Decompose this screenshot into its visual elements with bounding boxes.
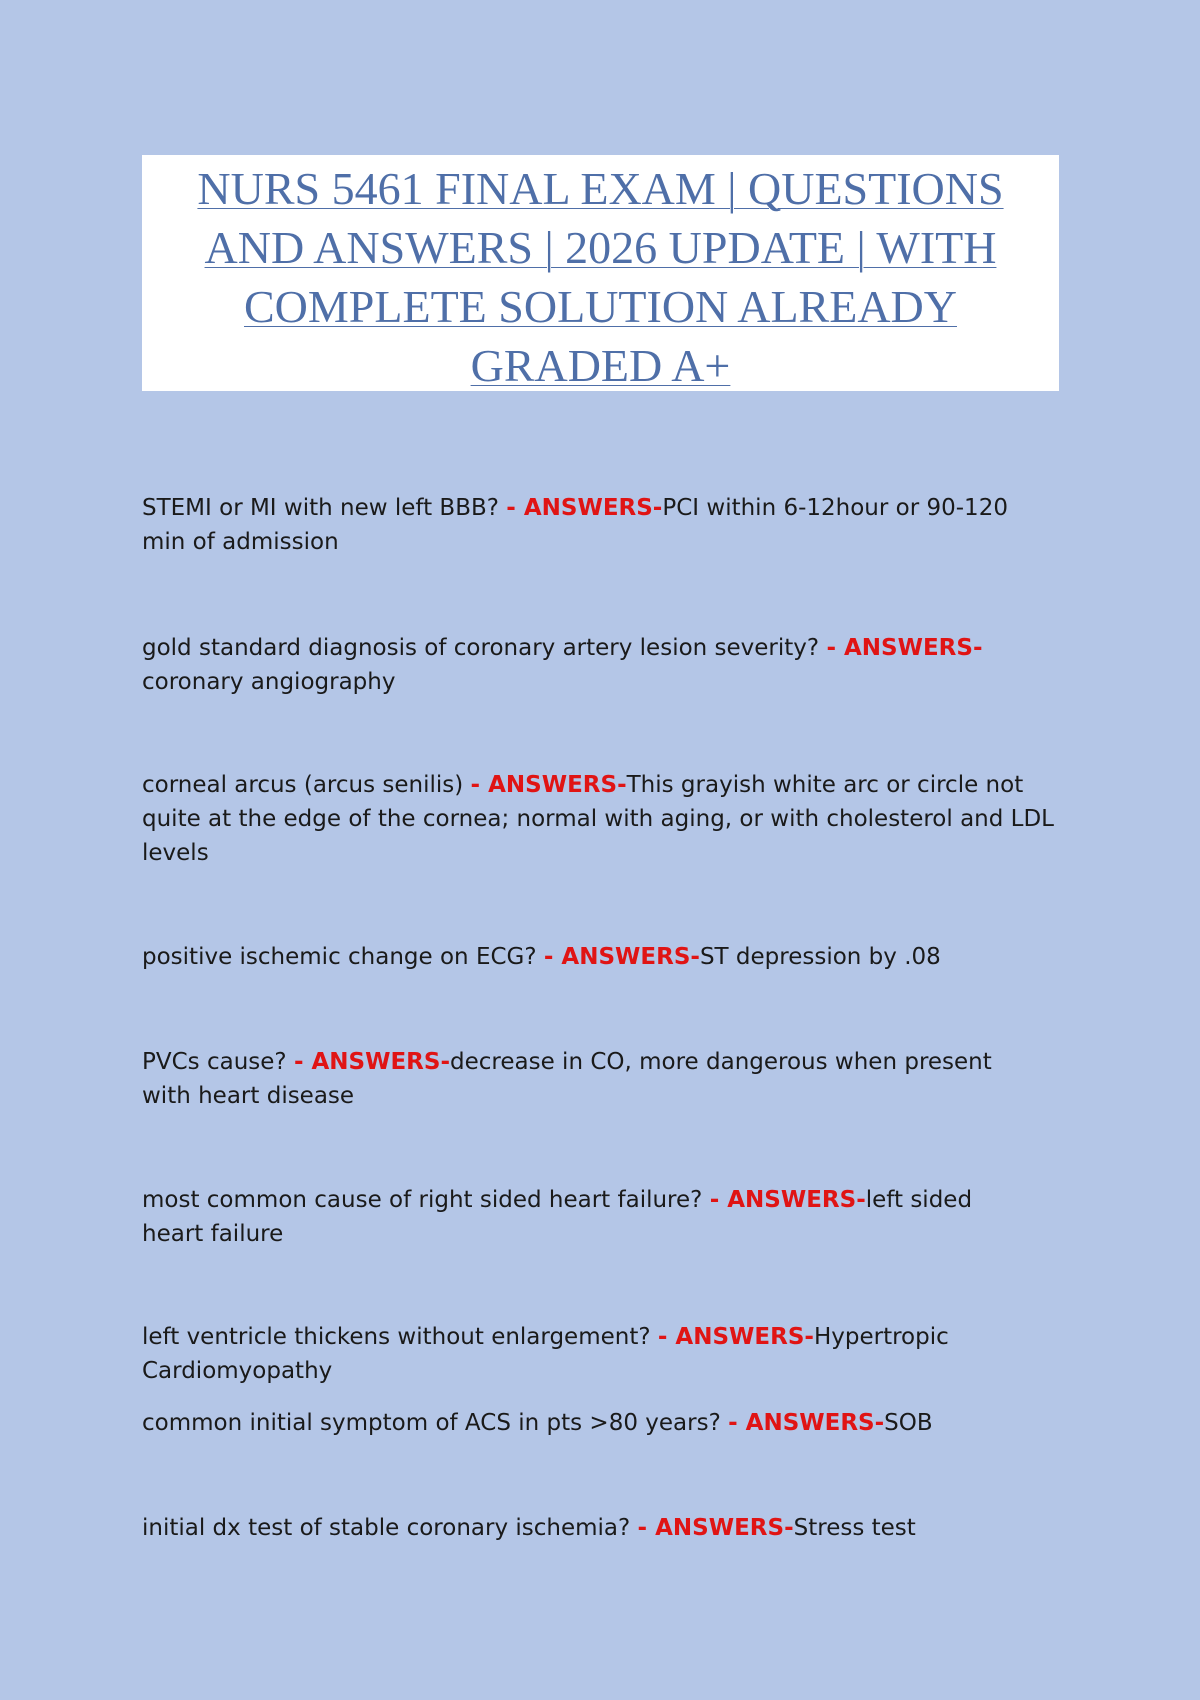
- answer-text-lead: PCI within 6-12hour or 90-120: [662, 495, 1008, 521]
- qa-item-5: [142, 1045, 1062, 1113]
- qa-item-1: [142, 491, 1062, 559]
- answer-marker: - ANSWERS-: [709, 1187, 866, 1213]
- qa-item-6: [142, 1183, 1062, 1251]
- answer-text-lead: This grayish white arc or circle not: [626, 772, 1024, 798]
- answer-marker: - ANSWERS-: [293, 1049, 451, 1075]
- answer-marker: - ANSWERS-: [506, 495, 663, 521]
- answer-marker: - ANSWERS-: [728, 1410, 885, 1436]
- answer-text-lead: decrease in CO, more dangerous when present: [450, 1049, 992, 1075]
- answer-text-rest: quite at the edge of the cornea; normal with aging, or with cholesterol and LDL levels: [142, 806, 1054, 866]
- answer-marker: - ANSWERS-: [826, 635, 983, 661]
- answer-text-rest: coronary angiography: [142, 669, 396, 695]
- question-text: positive ischemic change on ECG?: [142, 944, 544, 970]
- question-text: corneal arcus (arcus senilis): [142, 772, 471, 798]
- answer-text-rest: with heart disease: [142, 1083, 355, 1109]
- qa-item-3: [142, 768, 1062, 870]
- answer-text-rest: Cardiomyopathy: [142, 1358, 333, 1384]
- document-title-box: [142, 155, 1059, 391]
- document-title-line-2: AND ANSWERS | 2026 UPDATE | WITH: [204, 222, 997, 273]
- answer-text-lead: left sided: [865, 1187, 973, 1213]
- question-text: most common cause of right sided heart failure?: [142, 1187, 710, 1213]
- answer-text-lead: ST depression by .08: [699, 944, 941, 970]
- qa-item-9: [142, 1511, 1062, 1545]
- qa-item-2: [142, 631, 1062, 699]
- answer-marker: - ANSWERS-: [637, 1515, 794, 1541]
- qa-item-8: [142, 1406, 1062, 1440]
- question-text: left ventricle thickens without enlargement?: [142, 1324, 658, 1350]
- answer-text-rest: min of admission: [142, 529, 339, 555]
- qa-item-4: [142, 940, 1062, 974]
- question-text: STEMI or MI with new left BBB?: [142, 495, 507, 521]
- answer-text-lead: Hypertropic: [813, 1324, 949, 1350]
- answer-marker: - ANSWERS-: [657, 1324, 814, 1350]
- question-text: PVCs cause?: [142, 1049, 294, 1075]
- document-title-line-4: GRADED A+: [470, 340, 731, 391]
- answer-marker: - ANSWERS-: [470, 772, 627, 798]
- question-text: initial dx test of stable coronary ischemia?: [142, 1515, 638, 1541]
- answer-marker: - ANSWERS-: [543, 944, 700, 970]
- answer-text-lead: SOB: [884, 1410, 933, 1436]
- answer-text-rest: heart failure: [142, 1221, 284, 1247]
- answer-text-lead: Stress test: [793, 1515, 916, 1541]
- question-text: common initial symptom of ACS in pts >80 years?: [142, 1410, 729, 1436]
- document-title-line-1: NURS 5461 FINAL EXAM | QUESTIONS: [197, 163, 1004, 214]
- qa-item-7: [142, 1320, 1062, 1388]
- question-text: gold standard diagnosis of coronary artery lesion severity?: [142, 635, 827, 661]
- document-title-line-3: COMPLETE SOLUTION ALREADY: [244, 281, 957, 332]
